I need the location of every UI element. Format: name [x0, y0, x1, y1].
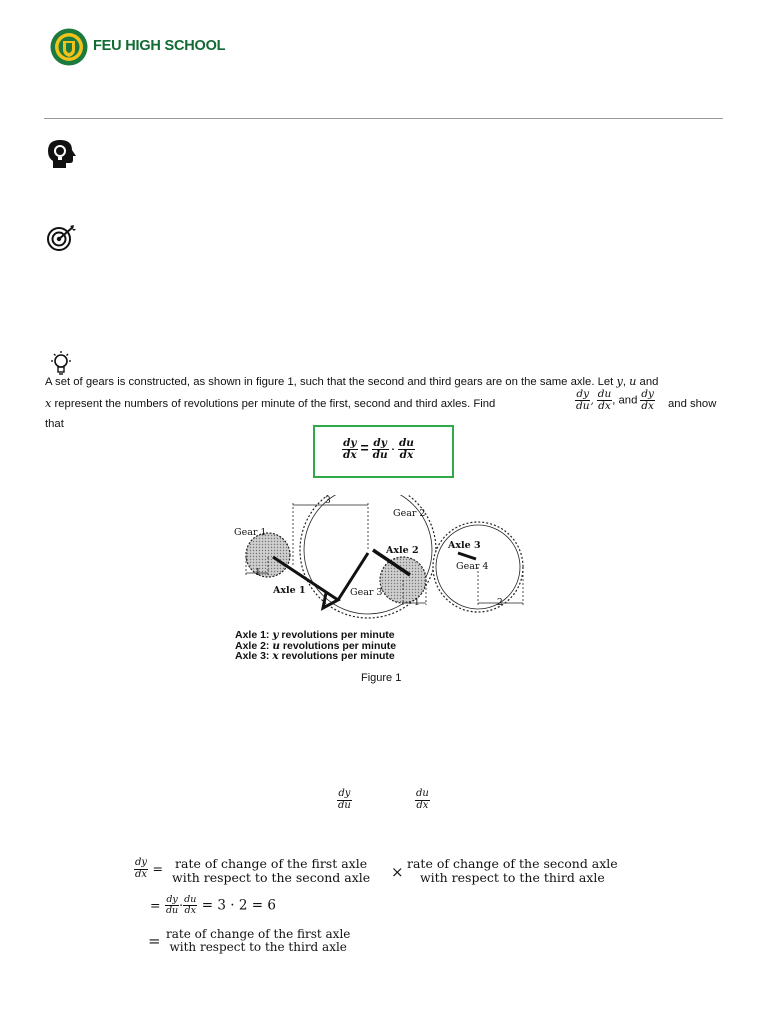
school-logo [50, 28, 88, 66]
rate-first-second: rate of change of the first axle with respect to the second axle [172, 856, 371, 885]
var-u: u [629, 375, 637, 388]
problem-text-5: that [45, 418, 64, 430]
head-lightbulb-icon [47, 139, 79, 174]
header-divider [44, 118, 723, 119]
label-gear2: Gear 2 [393, 508, 426, 519]
dim-1a: 1 [255, 568, 261, 578]
target-arrow-icon [46, 224, 78, 257]
school-seal-icon [50, 28, 88, 66]
frac-du-dx-display: $\frac{du}{dx}$ [416, 788, 429, 811]
label-gear1: Gear 1 [234, 527, 267, 538]
and-word: , and [612, 394, 638, 407]
gears-diagram [228, 495, 533, 620]
times-sign: × [391, 863, 404, 881]
problem-text-2: and [636, 376, 659, 388]
figure-caption: Figure 1 [361, 672, 402, 684]
dim-2: 2 [497, 598, 503, 608]
solution-line-1: $\frac{dy}{dx}$ = [135, 857, 163, 880]
legend-row: Axle 2: u revolutions per minute [235, 639, 397, 652]
school-name: FEU HIGH SCHOOL [93, 38, 226, 54]
label-gear4: Gear 4 [456, 561, 489, 572]
inline-frac-dy-dx: $\frac{dy}{dx}$ [641, 388, 654, 413]
label-axle3: Axle 3 [448, 540, 481, 551]
legend-row: Axle 1: y revolutions per minute [235, 629, 395, 641]
label-gear3: Gear 3 [350, 587, 383, 598]
legend-row: Axle 3: x revolutions per minute [235, 650, 395, 662]
inline-frac-dy-du: $\frac{dy}{du}$ [576, 388, 590, 413]
comma-separator: , [622, 376, 630, 388]
rate-first-third: rate of change of the first axle with respect to the third axle [166, 927, 351, 954]
problem-text-4: and show [668, 398, 717, 410]
chain-rule-equation: $\frac{dy}{dx}$ = $\frac{dy}{du}$ · $\frac{du}{dx}$ [343, 437, 414, 462]
inline-frac-du-dx: $\frac{du}{dx}$ [597, 388, 612, 413]
rate-second-third: rate of change of the second axle with respect to the third axle [407, 856, 618, 885]
dim-1b: 1 [414, 598, 420, 608]
var-y: y [616, 375, 623, 388]
figure-legend [235, 630, 396, 662]
problem-text-1: A set of gears is constructed, as shown in figure 1, such that the second and third gears are on the same axle. Let [45, 376, 617, 388]
label-axle2: Axle 2 [386, 545, 419, 556]
solution-equals-3: = [148, 932, 161, 950]
frac-dy-du-display: $\frac{dy}{du}$ [338, 788, 351, 811]
find-fractions: $\frac{dy}{du}$ , $\frac{du}{dx}$ , and $\frac{dy}{dx}$ [576, 388, 654, 413]
solution-line-2: = $\frac{dy}{du}$ · $\frac{du}{dx}$ = 3 · 2 = 6 [150, 894, 276, 916]
problem-text-3: represent the numbers of revolutions per minute of the first, second and third axles. Find [51, 398, 496, 410]
var-x: x [45, 397, 52, 410]
gear-figure [228, 495, 533, 675]
dim-3: 3 [325, 496, 331, 506]
label-axle1: Axle 1 [273, 585, 306, 596]
